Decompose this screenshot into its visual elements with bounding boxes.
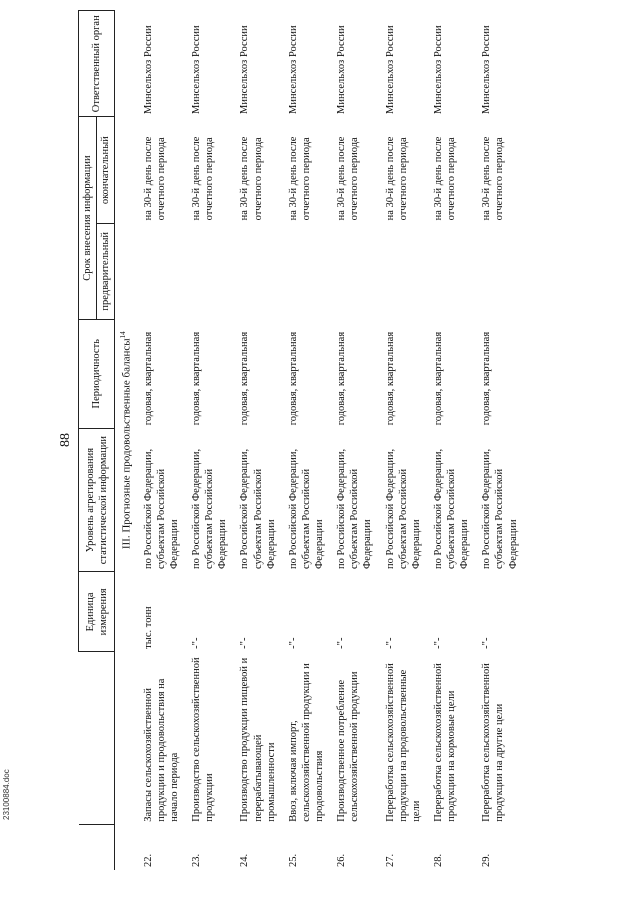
- aggregation-level-cell: по Российской Федерации, субъектам Российской Федерации: [336, 448, 374, 569]
- responsible-body-cell: Минсельхоз России: [384, 25, 396, 114]
- row-number: 27.: [384, 853, 396, 867]
- indicator-name: Ввоз, включая импорт, сельскохозяйственной продукции и продовольствия: [287, 663, 326, 822]
- final-deadline-cell: на 30-й день после отчетного периода: [481, 136, 506, 221]
- periodicity-cell: годовая, квартальная: [336, 331, 348, 426]
- aggregation-level-cell: по Российской Федерации, субъектам Российской Федерации: [287, 448, 326, 569]
- section-title: [115, 11, 139, 871]
- section-footnote: 14: [119, 331, 128, 339]
- preliminary-deadline-cell: [381, 223, 429, 319]
- final-deadline-cell: на 30-й день после отчетного периода: [384, 136, 409, 221]
- responsible-body-cell: Минсельхоз России: [432, 25, 444, 114]
- header-name: [79, 652, 115, 825]
- preliminary-deadline-cell: [284, 223, 332, 319]
- periodicity-cell: годовая, квартальная: [384, 331, 396, 426]
- header-periodicity: Периодичность: [79, 319, 115, 428]
- indicator-name: Производство продукции пищевой и перерабатывающей промышленности: [239, 657, 277, 822]
- section-row: [115, 11, 139, 871]
- header-responsible: Ответственный орган: [79, 11, 115, 117]
- indicator-name: Запасы сельскохозяйственной продукции и продовольствия на начало периода: [142, 678, 180, 822]
- header-level: Уровень агрегирования статистической информации: [79, 428, 115, 572]
- periodicity-cell: годовая, квартальная: [432, 331, 444, 426]
- aggregation-level-cell: по Российской Федерации, субъектам Российской Федерации: [481, 448, 519, 569]
- final-deadline-cell: на 30-й день после отчетного периода: [287, 136, 312, 221]
- unit-cell: тыс. тонн: [142, 606, 154, 649]
- responsible-body-cell: Минсельхоз России: [287, 25, 299, 114]
- periodicity-cell: годовая, квартальная: [239, 331, 251, 426]
- responsible-body-cell: Минсельхоз России: [191, 25, 203, 114]
- indicator-name: Переработка сельскохозяйственной продукции на кормовые цели: [432, 663, 458, 822]
- table-row: [381, 11, 429, 871]
- indicator-name: Переработка сельскохозяйственной продукции на продовольственные цели: [384, 663, 422, 822]
- responsible-body-cell: Минсельхоз России: [481, 25, 493, 114]
- table-row: [284, 11, 332, 871]
- table-row: [429, 11, 477, 871]
- rotated-content: [60, 0, 600, 880]
- final-deadline-cell: на 30-й день после отчетного периода: [432, 136, 458, 221]
- periodicity-cell: годовая, квартальная: [191, 331, 203, 426]
- preliminary-deadline-cell: [187, 223, 235, 319]
- unit-cell: -"-: [432, 637, 444, 649]
- row-number: 26.: [336, 853, 348, 867]
- header-preliminary: предварительный: [97, 223, 115, 319]
- indicator-name: Производство сельскохозяйственной продукции: [191, 657, 216, 822]
- header-final: окончательный: [97, 117, 115, 223]
- row-number: 28.: [432, 853, 444, 867]
- table-row: [477, 11, 525, 871]
- final-deadline-cell: на 30-й день после отчетного периода: [239, 136, 264, 221]
- table-row: [139, 11, 187, 871]
- unit-cell: -"-: [191, 637, 203, 649]
- aggregation-level-cell: по Российской Федерации, субъектам Российской Федерации: [142, 448, 180, 569]
- preliminary-deadline-cell: [235, 223, 283, 319]
- row-number: 23.: [191, 853, 203, 867]
- row-number: 24.: [239, 853, 251, 867]
- page-number: 88: [58, 433, 73, 447]
- final-deadline-cell: на 30-й день после отчетного периода: [336, 136, 361, 221]
- indicator-name: Переработка сельскохозяйственной продукции на другие цели: [481, 663, 506, 822]
- unit-cell: -"-: [239, 637, 251, 649]
- unit-cell: -"-: [287, 637, 299, 649]
- responsible-body-cell: Минсельхоз России: [142, 25, 154, 114]
- preliminary-deadline-cell: [429, 223, 477, 319]
- table-header: [79, 11, 115, 871]
- unit-cell: -"-: [336, 637, 348, 649]
- statistics-table: [78, 10, 526, 870]
- table-body: [115, 11, 526, 871]
- periodicity-cell: годовая, квартальная: [481, 331, 493, 426]
- section-title-text: III. Прогнозные продовольственные балансы: [120, 338, 133, 550]
- aggregation-level-cell: по Российской Федерации, субъектам Российской Федерации: [432, 448, 471, 569]
- row-number: 22.: [142, 853, 154, 867]
- header-deadline: Срок внесения информации: [79, 117, 97, 319]
- indicator-name: Производственное потребление сельскохозяйственной продукции: [336, 671, 361, 822]
- periodicity-cell: годовая, квартальная: [287, 331, 299, 426]
- header-unit: Единица измерения: [79, 572, 115, 652]
- unit-cell: -"-: [481, 637, 493, 649]
- preliminary-deadline-cell: [139, 223, 187, 319]
- preliminary-deadline-cell: [477, 223, 525, 319]
- row-number: 29.: [481, 853, 493, 867]
- row-number: 25.: [287, 853, 299, 867]
- periodicity-cell: годовая, квартальная: [142, 331, 154, 426]
- table-row: [235, 11, 283, 871]
- document-file-code: 23100884.doc: [2, 769, 11, 820]
- responsible-body-cell: Минсельхоз России: [239, 25, 251, 114]
- unit-cell: -"-: [384, 637, 396, 649]
- table-row: [187, 11, 235, 871]
- aggregation-level-cell: по Российской Федерации, субъектам Российской Федерации: [191, 448, 229, 569]
- final-deadline-cell: на 30-й день после отчетного периода: [191, 136, 216, 221]
- table-row: [332, 11, 380, 871]
- final-deadline-cell: на 30-й день после отчетного периода: [142, 136, 167, 221]
- aggregation-level-cell: по Российской Федерации, субъектам Российской Федерации: [384, 448, 422, 569]
- responsible-body-cell: Минсельхоз России: [336, 25, 348, 114]
- header-num: [79, 825, 115, 870]
- aggregation-level-cell: по Российской Федерации, субъектам Российской Федерации: [239, 448, 277, 569]
- preliminary-deadline-cell: [332, 223, 380, 319]
